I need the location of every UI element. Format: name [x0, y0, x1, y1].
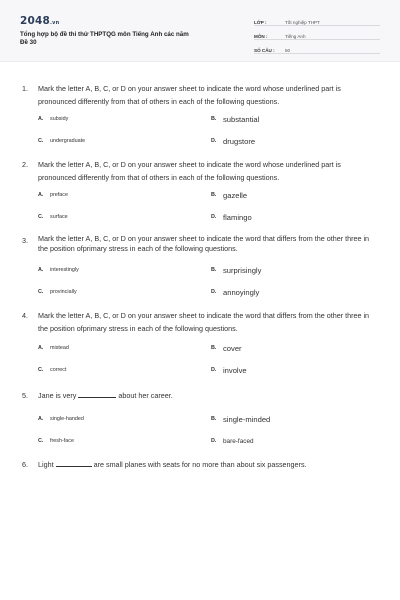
option-b[interactable] [211, 337, 381, 359]
question-3 [22, 234, 378, 303]
option-letter: C. [38, 367, 44, 373]
option-letter: C. [38, 438, 44, 444]
brand-name: 2048 [20, 15, 51, 27]
option-a[interactable] [38, 408, 211, 430]
meta-row-subject [254, 29, 380, 40]
option-b[interactable] [211, 259, 381, 281]
option-text: gazelle [223, 190, 248, 200]
option-text: subsidy [50, 116, 69, 122]
option-letter: B. [211, 116, 217, 122]
option-letter: C. [38, 138, 44, 144]
question-text-before: Light [38, 460, 54, 469]
question-text [38, 389, 378, 402]
answer-options [38, 337, 378, 381]
option-letter: A. [38, 192, 44, 198]
option-b[interactable] [211, 184, 381, 206]
option-letter: A. [38, 416, 44, 422]
option-c[interactable] [38, 359, 211, 381]
option-letter: B. [211, 345, 217, 351]
option-letter: B. [211, 192, 217, 198]
option-letter: D. [211, 289, 217, 295]
question-text-before: Jane is very [38, 391, 77, 400]
meta-key: LỚP : [254, 20, 267, 25]
meta-key: MÔN : [254, 34, 268, 39]
option-text: drugstore [223, 136, 256, 146]
answer-options [38, 184, 378, 228]
question-5 [22, 389, 378, 452]
meta-key: SỐ CÂU : [254, 48, 275, 53]
question-number: 3. [22, 236, 28, 245]
question-text-after: about her career. [118, 391, 173, 400]
option-text: interestingly [50, 267, 79, 273]
question-text: Mark the letter A, B, C, or D on your answer sheet to indicate the word whose underlined part is pronounced differently from that of others in each of the following questions. [38, 84, 341, 106]
answer-blank [56, 460, 92, 467]
option-text: single-handed [50, 416, 84, 422]
question-number: 6. [22, 460, 28, 469]
option-a[interactable] [38, 184, 211, 206]
option-text: correct [50, 367, 67, 373]
meta-value: 50 [285, 48, 291, 53]
answer-options [38, 408, 378, 452]
document-header [0, 0, 400, 62]
answer-blank [78, 391, 116, 398]
question-2 [22, 158, 378, 228]
option-letter: A. [38, 116, 44, 122]
question-text-after: are small planes with seats for no more than about six passengers. [93, 460, 307, 469]
option-text: involve [223, 365, 247, 375]
meta-value: Tốt nghiệp THPT [285, 20, 320, 25]
brand-suffix: .vn [50, 20, 60, 26]
option-c[interactable] [38, 206, 211, 228]
question-list [0, 62, 400, 471]
question-4 [22, 309, 378, 381]
option-c[interactable] [38, 430, 211, 452]
meta-row-count [254, 43, 380, 54]
option-text: mistead [50, 345, 69, 351]
question-text: Mark the letter A, B, C, or D on your answer sheet to indicate the word that differs from the other three in the position ofprimary stress in each of the following questions. [38, 311, 370, 333]
option-text: surface [50, 214, 68, 220]
question-number: 2. [22, 160, 28, 169]
meta-info [254, 15, 380, 57]
option-d[interactable] [211, 281, 381, 303]
option-text: substantial [223, 114, 260, 124]
option-a[interactable] [38, 108, 211, 130]
question-text: Mark the letter A, B, C, or D on your answer sheet to indicate the word that differs from the other three in the position ofprimary stress in each of the following questions. [38, 234, 370, 253]
meta-row-class [254, 15, 380, 26]
option-letter: B. [211, 416, 217, 422]
option-letter: D. [211, 214, 217, 220]
option-text: fresh-face [50, 438, 74, 444]
question-1 [22, 82, 378, 152]
option-letter: A. [38, 267, 44, 273]
option-text: bare-faced [223, 437, 254, 445]
document-title: Tổng hợp bộ đề thi thử THPTQG môn Tiếng Anh các năm [20, 31, 189, 38]
option-text: undergraduate [50, 138, 86, 144]
document-subtitle: Đề 30 [20, 39, 37, 46]
option-d[interactable] [211, 430, 381, 452]
option-text: surprisingly [223, 265, 262, 275]
option-a[interactable] [38, 337, 211, 359]
option-b[interactable] [211, 408, 381, 430]
option-text: annoyingly [223, 287, 260, 297]
option-letter: C. [38, 214, 44, 220]
option-d[interactable] [211, 206, 381, 228]
option-d[interactable] [211, 130, 381, 152]
option-letter: A. [38, 345, 44, 351]
option-text: single-minded [223, 414, 271, 424]
option-letter: D. [211, 138, 217, 144]
question-text: Mark the letter A, B, C, or D on your answer sheet to indicate the word whose underlined part is pronounced differently from that of others in each of the following questions. [38, 160, 341, 182]
question-number: 1. [22, 84, 28, 93]
question-number: 4. [22, 311, 28, 320]
option-text: flamingo [223, 212, 252, 222]
question-text [38, 458, 378, 471]
meta-value: Tiếng Anh [285, 34, 306, 39]
option-c[interactable] [38, 130, 211, 152]
option-letter: C. [38, 289, 44, 295]
option-text: preface [50, 192, 68, 198]
option-letter: D. [211, 367, 217, 373]
option-letter: B. [211, 267, 217, 273]
answer-options [38, 259, 378, 303]
option-a[interactable] [38, 259, 211, 281]
option-b[interactable] [211, 108, 381, 130]
question-number: 5. [22, 391, 28, 400]
option-c[interactable] [38, 281, 211, 303]
option-text: cover [223, 343, 242, 353]
question-6 [22, 458, 378, 471]
answer-options [38, 108, 378, 152]
option-d[interactable] [211, 359, 381, 381]
option-letter: D. [211, 438, 217, 444]
option-text: provincially [50, 289, 77, 295]
